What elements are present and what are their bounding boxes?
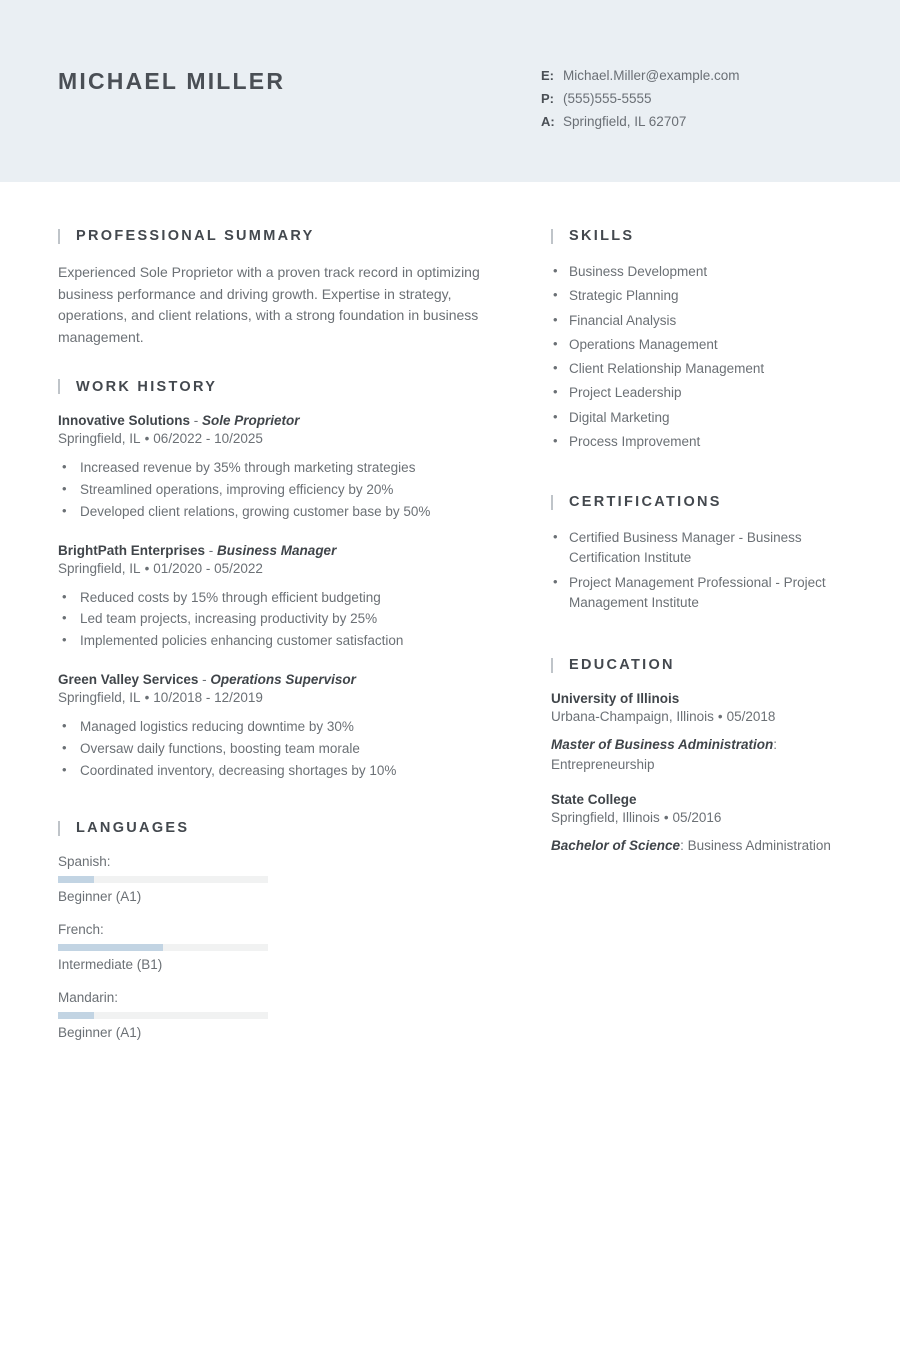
work-role: Sole Proprietor <box>202 412 300 428</box>
contact-email-value[interactable]: Michael.Miller@example.com <box>563 68 740 83</box>
language-proficiency-bar <box>58 944 268 951</box>
work-entry-title <box>58 413 498 428</box>
contact-block <box>541 68 740 137</box>
list-item: • Operations Management <box>551 335 851 355</box>
accent-bar-icon <box>551 495 553 510</box>
section-title-work: WORK HISTORY <box>76 378 218 395</box>
education-date: 05/2018 <box>726 709 776 724</box>
education-location: Springfield, Illinois <box>551 810 660 826</box>
language-proficiency-bar <box>58 876 268 883</box>
language-name: French: <box>58 922 104 938</box>
list-item: • Led team projects, increasing productivity by 25% <box>58 609 498 630</box>
list-item: • Implemented policies enhancing customer satisfaction <box>58 631 498 652</box>
section-heading-languages <box>58 820 498 836</box>
left-column <box>58 228 498 1088</box>
work-role: Business Manager <box>217 542 337 558</box>
list-item: • Reduced costs by 15% through efficient budgeting <box>58 588 498 609</box>
section-heading-skills <box>551 228 851 244</box>
contact-address-value: Springfield, IL 62707 <box>563 114 687 129</box>
education-school: University of Illinois <box>551 691 680 706</box>
work-entry-meta <box>58 431 498 446</box>
list-item: • Process Improvement <box>551 432 851 452</box>
section-work-history <box>58 379 498 782</box>
work-bullets <box>58 458 498 523</box>
education-degree-name: Bachelor of Science <box>551 838 681 854</box>
section-title-languages: LANGUAGES <box>76 820 190 837</box>
address-icon: A: <box>541 114 555 129</box>
language-proficiency-fill <box>58 944 163 951</box>
work-dates: 01/2020 - 05/2022 <box>153 560 263 576</box>
work-dash: - <box>190 412 203 428</box>
work-location: Springfield, IL <box>58 560 141 576</box>
education-entry <box>551 691 851 774</box>
work-location: Springfield, IL <box>58 690 141 706</box>
section-heading-education <box>551 657 851 673</box>
list-item: • Oversaw daily functions, boosting team morale <box>58 739 498 760</box>
work-location: Springfield, IL <box>58 430 141 446</box>
meta-separator-icon: • <box>663 810 669 826</box>
list-item: • Project Leadership <box>551 383 851 403</box>
contact-phone-value[interactable]: (555)555-5555 <box>563 91 652 106</box>
language-proficiency-fill <box>58 876 94 883</box>
language-proficiency-fill <box>58 1012 94 1019</box>
language-item-french <box>58 922 268 972</box>
section-title-education: EDUCATION <box>569 657 675 673</box>
languages-grid <box>58 854 498 1058</box>
list-item: • Coordinated inventory, decreasing shortages by 10% <box>58 761 498 782</box>
work-company: BrightPath Enterprises <box>58 542 206 558</box>
work-dash: - <box>198 672 211 688</box>
language-item-mandarin <box>58 990 268 1040</box>
work-bullets <box>58 717 498 782</box>
list-item: • Client Relationship Management <box>551 359 851 379</box>
work-entry-title <box>58 543 498 558</box>
language-level: Beginner (A1) <box>58 889 142 905</box>
work-dash: - <box>205 542 218 558</box>
work-entry-meta <box>58 561 498 576</box>
work-entry <box>58 672 498 782</box>
work-entry <box>58 413 498 523</box>
language-level: Intermediate (B1) <box>58 957 163 973</box>
list-item: • Project Management Professional - Project Management Institute <box>551 573 851 614</box>
language-proficiency-bar <box>58 1012 268 1019</box>
work-entry <box>58 543 498 653</box>
list-item: • Digital Marketing <box>551 408 851 428</box>
work-entry-title <box>58 672 498 687</box>
section-professional-summary <box>58 228 498 349</box>
work-bullets <box>58 588 498 653</box>
work-company: Green Valley Services <box>58 672 199 688</box>
work-dates: 10/2018 - 12/2019 <box>153 690 263 706</box>
meta-separator-icon: • <box>144 690 150 706</box>
section-languages <box>58 820 498 1058</box>
resume-body <box>0 182 900 1041</box>
section-education <box>551 657 851 856</box>
contact-row-email <box>541 68 740 83</box>
section-title-skills: SKILLS <box>569 228 635 244</box>
section-title-summary: PROFESSIONAL SUMMARY <box>76 228 315 244</box>
work-dates: 06/2022 - 10/2025 <box>153 430 263 446</box>
phone-icon: P: <box>541 91 554 106</box>
work-company: Innovative Solutions <box>58 412 191 428</box>
email-icon: E: <box>541 68 554 83</box>
language-name: Mandarin: <box>58 990 119 1006</box>
meta-separator-icon: • <box>144 560 150 576</box>
section-skills <box>551 228 851 452</box>
accent-bar-icon <box>58 229 60 244</box>
list-item: • Financial Analysis <box>551 311 851 331</box>
language-name: Spanish: <box>58 854 111 870</box>
list-item: • Certified Business Manager - Business Certification Institute <box>551 528 851 569</box>
education-meta <box>551 810 851 825</box>
meta-separator-icon: • <box>144 430 150 446</box>
certifications-list <box>551 528 851 613</box>
language-level: Beginner (A1) <box>58 1025 142 1041</box>
work-entry-meta <box>58 690 498 705</box>
education-school: State College <box>551 792 637 808</box>
accent-bar-icon <box>551 229 553 244</box>
section-heading-summary <box>58 228 498 244</box>
resume-header <box>0 0 900 182</box>
list-item: • Managed logistics reducing downtime by 30% <box>58 717 498 738</box>
right-column <box>551 228 851 886</box>
accent-bar-icon <box>551 658 553 673</box>
education-degree <box>551 735 851 774</box>
education-degree <box>551 836 851 856</box>
language-item-spanish <box>58 854 268 904</box>
list-item: • Strategic Planning <box>551 286 851 306</box>
summary-text: Experienced Sole Proprietor with a proven track record in optimizing business performance and driving growth. Expertise in strategy, operations, and client relations, with a strong foundation in business management. <box>58 264 480 346</box>
list-item: • Developed client relations, growing customer base by 50% <box>58 502 498 523</box>
contact-row-address <box>541 114 740 129</box>
section-heading-certifications <box>551 494 851 510</box>
meta-separator-icon: • <box>717 709 723 724</box>
education-degree-field: : Entrepreneurship <box>551 737 778 772</box>
list-item: • Streamlined operations, improving efficiency by 20% <box>58 480 498 501</box>
section-certifications <box>551 494 851 613</box>
list-item: • Business Development <box>551 262 851 282</box>
education-meta <box>551 709 851 724</box>
education-entry <box>551 792 851 856</box>
page-title: MICHAEL MILLER <box>58 68 286 94</box>
section-title-certifications: CERTIFICATIONS <box>569 494 722 510</box>
education-date: 05/2016 <box>672 810 722 826</box>
list-item: • Increased revenue by 35% through marketing strategies <box>58 458 498 479</box>
education-location: Urbana-Champaign, Illinois <box>551 709 714 724</box>
accent-bar-icon <box>58 821 60 836</box>
section-heading-work <box>58 379 498 395</box>
accent-bar-icon <box>58 379 60 394</box>
work-role: Operations Supervisor <box>210 672 356 688</box>
education-degree-name: Master of Business Administration <box>551 737 774 752</box>
education-degree-field: : Business Administration <box>680 838 831 854</box>
contact-row-phone <box>541 91 740 106</box>
skills-list <box>551 262 851 452</box>
